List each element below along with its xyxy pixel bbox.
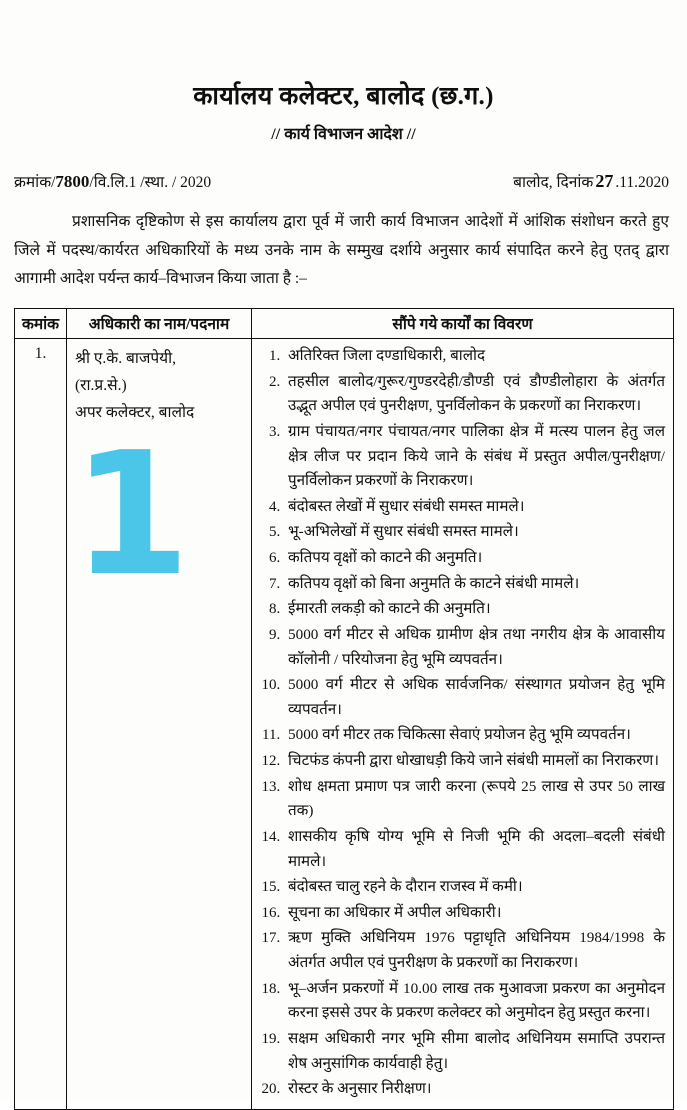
list-item: 1. अतिरिक्त जिला दण्डाधिकारी, बालोद bbox=[284, 344, 665, 369]
list-item: 9. 5000 वर्ग मीटर से अधिक ग्रामीण क्षेत्र तथा नगरीय क्षेत्र के आवासीय कॉलोनी / परियोजना हेतु भूमि व्यपवर्तन। bbox=[284, 623, 665, 672]
column-header-serial: कमांक bbox=[15, 309, 67, 339]
list-item: 2. तहसील बालोद/गुरूर/गुण्डरदेही/डौण्डी एवं डौण्डीलोहारा के अंतर्गत उद्भूत अपील एवं पुनरीक्षण, पुनर्विलोकन के प्रकरणों का निराकरण। bbox=[284, 370, 665, 419]
list-item: 19. सक्षम अधिकारी नगर भूमि सीमा बालोद अधिनियम समाप्ति उपरान्त शेष अनुसांगिक कार्यवाही हेतु। bbox=[284, 1027, 665, 1076]
list-item: 17. ऋण मुक्ति अधिनियम 1976 पट्टाधृति अधिनियम 1984/1998 के अंतर्गत अपील एवं पुनरीक्षण के प्रकरणों का निराकरण। bbox=[284, 926, 665, 975]
list-item: 20. रोस्टर के अनुसार निरीक्षण। bbox=[284, 1077, 665, 1102]
reference-suffix: /वि.लि.1 /स्था. / 2020 bbox=[89, 174, 212, 191]
list-item: 15. बंदोबस्त चालु रहने के दौरान राजस्व में कमी। bbox=[284, 875, 665, 900]
duty-list bbox=[258, 344, 665, 1102]
list-item: 18. भू–अर्जन प्रकरणों में 10.00 लाख तक मुआवजा प्रकरण का अनुमोदन करना इससे उपर के प्रकरण कलेक्टर को अनुमोदन हेतु प्रस्तुत करना। bbox=[284, 977, 665, 1026]
row-duties bbox=[252, 339, 674, 1110]
table-header-row bbox=[15, 309, 674, 339]
document-meta-row bbox=[14, 170, 669, 192]
place-label: बालोद, दिनांक bbox=[513, 174, 594, 191]
date-suffix: .11.2020 bbox=[615, 174, 669, 191]
officer-name-line: श्री ए.के. बाजपेयी, bbox=[75, 350, 177, 368]
officer-service-line: (रा.प्र.से.) bbox=[75, 377, 127, 395]
list-item: 4. बंदोबस्त लेखों में सुधार संबंधी समस्त मामले। bbox=[284, 495, 665, 520]
column-header-duties: सौंपे गये कार्यों का विवरण bbox=[252, 309, 674, 339]
intro-text: प्रशासनिक दृष्टिकोण से इस कार्यालय द्वारा पूर्व में जारी कार्य विभाजन आदेशों में आंशिक संशोधन करते हुए जिले में पदस्थ/कार्यरत अधिकारियों के मध्य उनके नाम के सम्मुख दर्शाये अनुसार कार्य संपादित करने हेतु एतद् द्वारा आगामी आदेश पर्यन्त कार्य–विभाजन किया जाता है :– bbox=[14, 213, 669, 288]
reference-prefix: क्रमांक/ bbox=[14, 174, 56, 191]
page-number-watermark: 1 bbox=[72, 416, 191, 614]
column-header-officer: अधिकारी का नाम/पदनाम bbox=[67, 309, 252, 339]
office-title: कार्यालय कलेक्टर, बालोद (छ.ग.) bbox=[193, 83, 494, 110]
list-item: 12. चिटफंड कंपनी द्वारा धोखाधड़ी किये जाने संबंधी मामलों का निराकरण। bbox=[284, 749, 665, 774]
table-row bbox=[15, 339, 674, 1110]
date-value: 27 bbox=[595, 171, 614, 191]
list-item: 13. शोध क्षमता प्रमाण पत्र जारी करना (रूपये 25 लाख से उपर 50 लाख तक) bbox=[284, 775, 665, 824]
officer-designation-line: अपर कलेक्टर, बालोद bbox=[75, 404, 195, 422]
list-item: 16. सूचना का अधिकार में अपील अधिकारी। bbox=[284, 901, 665, 926]
list-item: 6. कतिपय वृक्षों को काटने की अनुमति। bbox=[284, 546, 665, 571]
list-item: 14. शासकीय कृषि योग्य भूमि से निजी भूमि की अदला–बदली संबंधी मामले। bbox=[284, 825, 665, 874]
date-block bbox=[513, 170, 669, 192]
document-header bbox=[0, 0, 687, 144]
intro-paragraph bbox=[14, 208, 669, 294]
list-item: 10. 5000 वर्ग मीटर से अधिक सार्वजनिक/ संस्थागत प्रयोजन हेतु भूमि व्यपवर्तन। bbox=[284, 673, 665, 722]
list-item: 7. कतिपय वृक्षों को बिना अनुमति के काटने संबंधी मामले। bbox=[284, 572, 665, 597]
list-item: 8. ईमारती लकड़ी को काटने की अनुमति। bbox=[284, 597, 665, 622]
list-item: 5. भू-अभिलेखों में सुधार संबंधी समस्त मामले। bbox=[284, 520, 665, 545]
work-distribution-table bbox=[14, 308, 674, 1110]
reference-block bbox=[14, 170, 211, 192]
reference-number: 7800 bbox=[55, 172, 90, 191]
list-item: 11. 5000 वर्ग मीटर तक चिकित्सा सेवाएं प्रयोजन हेतु भूमि व्यपवर्तन। bbox=[284, 723, 665, 748]
row-serial-number: 1. bbox=[15, 339, 67, 1110]
list-item: 3. ग्राम पंचायत/नगर पंचायत/नगर पालिका क्षेत्र में मत्स्य पालन हेतु जल क्षेत्र लीज पर प्रदान किये जाने के संबंध में प्रस्तुत अपील/पुनरीक्षण/पुनर्विलोकन प्रकरणों के निराकरण। bbox=[284, 420, 665, 494]
row-officer-name bbox=[67, 339, 252, 1110]
order-subtitle: // कार्य विभाजन आदेश // bbox=[271, 126, 416, 143]
